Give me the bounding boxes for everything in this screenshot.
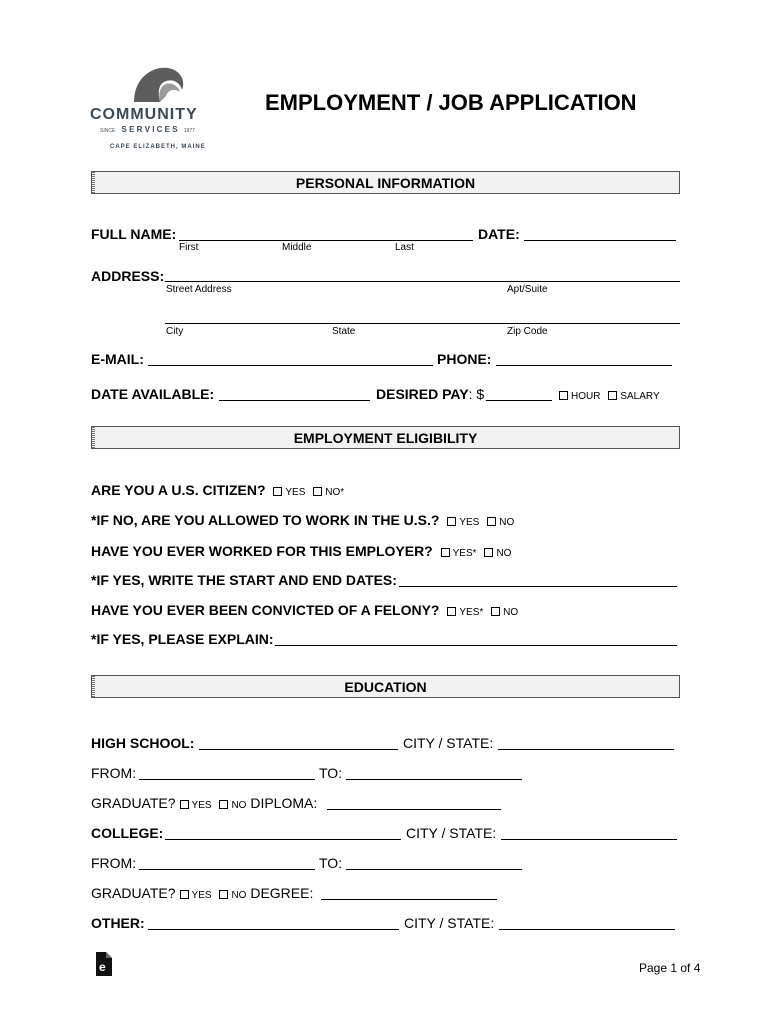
high-school-graduate-no-checkbox[interactable] — [219, 800, 228, 809]
desired-pay-suffix: : $ — [468, 386, 485, 402]
section-title: PERSONAL INFORMATION — [295, 174, 476, 191]
page-title: EMPLOYMENT / JOB APPLICATION — [265, 90, 637, 115]
felony-yes-checkbox[interactable] — [447, 607, 456, 616]
college-to-field[interactable] — [346, 869, 522, 870]
citizen-yes-checkbox[interactable] — [273, 487, 282, 496]
college-graduate-yes-label: YES — [191, 890, 212, 901]
felony-no-label: NO — [503, 607, 519, 618]
city-label: City — [166, 326, 184, 337]
high-school-to-field[interactable] — [346, 779, 522, 780]
high-school-label: HIGH SCHOOL: — [91, 735, 195, 751]
felony-question: HAVE YOU EVER BEEN CONVICTED OF A FELONY? — [91, 602, 440, 618]
college-field[interactable] — [165, 839, 401, 840]
zip-code-label: Zip Code — [507, 326, 548, 337]
logo-name: COMMUNITY — [90, 106, 198, 123]
dates-question: *IF YES, WRITE THE START AND END DATES: — [91, 572, 397, 588]
high-school-field[interactable] — [199, 749, 398, 750]
college-to-label: TO: — [319, 855, 343, 871]
date-available-field[interactable] — [219, 400, 370, 401]
high-school-city-state-field[interactable] — [498, 749, 674, 750]
apt-suite-label: Apt/Suite — [507, 284, 548, 295]
salary-checkbox[interactable] — [608, 391, 617, 400]
explain-field[interactable] — [275, 645, 677, 646]
felony-no-checkbox[interactable] — [491, 607, 500, 616]
phone-label: PHONE: — [437, 351, 492, 367]
section-title: EMPLOYMENT ELIGIBILITY — [293, 429, 478, 446]
citizen-question: ARE YOU A U.S. CITIZEN? — [91, 482, 266, 498]
date-label: DATE: — [478, 226, 520, 242]
allowed-question: *IF NO, ARE YOU ALLOWED TO WORK IN THE U.S.? — [91, 512, 440, 528]
state-label: State — [332, 326, 356, 337]
logo-wave-icon — [130, 64, 188, 104]
logo-since: SINCE — [100, 128, 116, 134]
full-name-label: FULL NAME: — [91, 226, 177, 242]
page-number: Page 1 of 4 — [639, 961, 701, 975]
high-school-to-label: TO: — [319, 765, 343, 781]
email-field[interactable] — [148, 365, 433, 366]
worked-question: HAVE YOU EVER WORKED FOR THIS EMPLOYER? — [91, 543, 433, 559]
section-title: EDUCATION — [344, 678, 427, 695]
college-graduate-no-checkbox[interactable] — [219, 890, 228, 899]
worked-yes-checkbox[interactable] — [441, 548, 450, 557]
citizen-yes-label: YES — [285, 487, 306, 498]
high-school-graduate-label: GRADUATE? — [91, 795, 176, 811]
college-from-label: FROM: — [91, 855, 137, 871]
last-label: Last — [395, 242, 414, 253]
felony-yes-label: YES* — [459, 607, 484, 618]
worked-no-checkbox[interactable] — [484, 548, 493, 557]
high-school-from-field[interactable] — [139, 779, 315, 780]
city-state-zip-field[interactable] — [165, 323, 680, 324]
diploma-field[interactable] — [327, 809, 501, 810]
section-education — [91, 675, 680, 698]
college-graduate-label: GRADUATE? — [91, 885, 176, 901]
email-label: E-MAIL: — [91, 351, 144, 367]
citizen-no-checkbox[interactable] — [313, 487, 322, 496]
allowed-no-label: NO — [499, 517, 515, 528]
date-available-label: DATE AVAILABLE: — [91, 386, 215, 402]
high-school-city-state-label: CITY / STATE: — [403, 735, 494, 751]
svg-text:e: e — [99, 960, 106, 974]
full-name-field[interactable] — [179, 240, 473, 241]
date-field[interactable] — [524, 240, 676, 241]
high-school-from-label: FROM: — [91, 765, 137, 781]
hour-checkbox[interactable] — [559, 391, 568, 400]
allowed-yes-checkbox[interactable] — [447, 517, 456, 526]
college-city-state-label: CITY / STATE: — [406, 825, 497, 841]
logo-services: S E R V I C E S — [121, 125, 178, 134]
middle-label: Middle — [282, 242, 312, 253]
diploma-label: DIPLOMA: — [250, 795, 318, 811]
worked-no-label: NO — [496, 548, 512, 559]
other-city-state-label: CITY / STATE: — [404, 915, 495, 931]
other-field[interactable] — [148, 929, 399, 930]
desired-pay-field[interactable] — [486, 400, 552, 401]
street-address-label: Street Address — [166, 284, 232, 295]
high-school-graduate-yes-checkbox[interactable] — [180, 800, 189, 809]
logo — [88, 62, 228, 157]
degree-field[interactable] — [321, 899, 497, 900]
first-label: First — [179, 242, 199, 253]
explain-question: *IF YES, PLEASE EXPLAIN: — [91, 631, 274, 647]
hour-label: HOUR — [571, 391, 601, 402]
section-employment-eligibility — [91, 426, 680, 449]
eforms-icon — [94, 952, 112, 976]
other-label: OTHER: — [91, 915, 145, 931]
address-label: ADDRESS: — [91, 268, 165, 284]
logo-year: 1977 — [183, 128, 195, 134]
college-graduate-no-label: NO — [231, 890, 247, 901]
allowed-yes-label: YES — [459, 517, 480, 528]
other-city-state-field[interactable] — [499, 929, 675, 930]
college-graduate-yes-checkbox[interactable] — [180, 890, 189, 899]
allowed-no-checkbox[interactable] — [487, 517, 496, 526]
college-label: COLLEGE: — [91, 825, 164, 841]
college-city-state-field[interactable] — [501, 839, 677, 840]
street-address-field[interactable] — [165, 281, 680, 282]
college-from-field[interactable] — [139, 869, 315, 870]
high-school-graduate-no-label: NO — [231, 800, 247, 811]
worked-yes-label: YES* — [452, 548, 477, 559]
citizen-no-label: NO* — [325, 487, 345, 498]
degree-label: DEGREE: — [250, 885, 314, 901]
high-school-graduate-yes-label: YES — [191, 800, 212, 811]
salary-label: SALARY — [620, 391, 660, 402]
section-personal-information — [91, 171, 680, 194]
start-end-dates-field[interactable] — [399, 586, 677, 587]
desired-pay-label: DESIRED PAY — [376, 386, 469, 402]
phone-field[interactable] — [496, 365, 672, 366]
logo-location: CAPE ELIZABETH, MAINE — [110, 144, 206, 150]
